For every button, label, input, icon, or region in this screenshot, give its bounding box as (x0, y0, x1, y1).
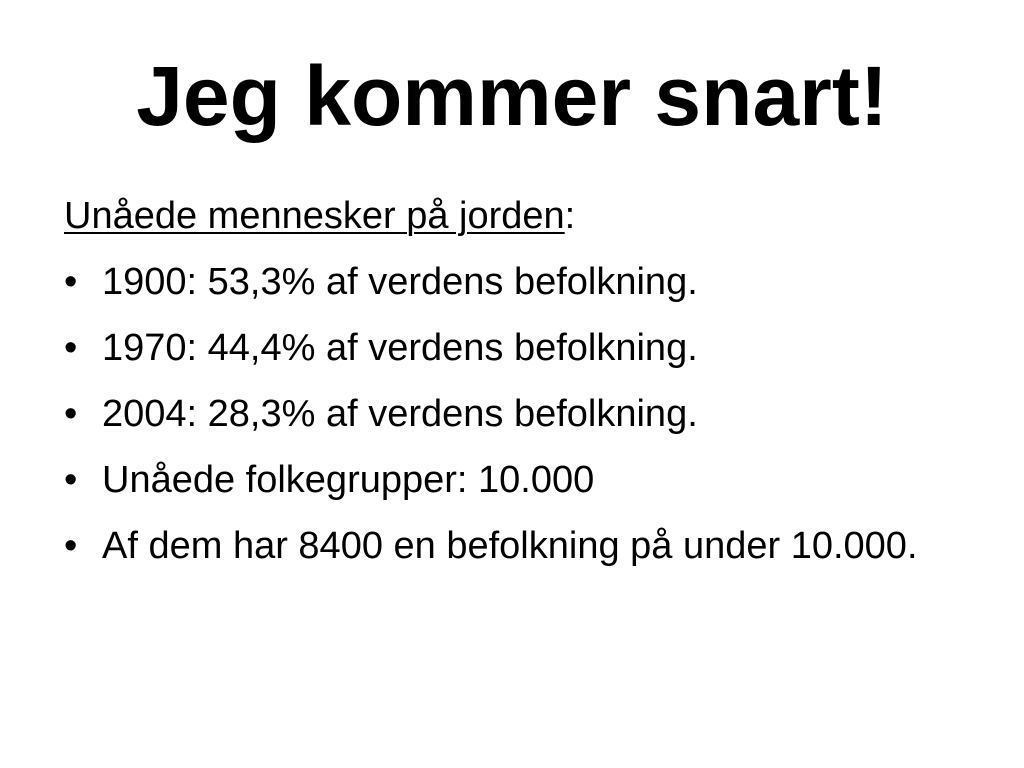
bullet-dot-icon: • (64, 261, 78, 303)
bullet-item (64, 322, 964, 374)
bullet-item (64, 256, 964, 308)
bullet-text: Unåede folkegrupper: 10.000 (102, 459, 595, 501)
bullet-item (64, 388, 964, 440)
bullet-text: 1900: 53,3% af verdens befolkning. (102, 261, 698, 303)
bullet-dot-icon: • (64, 327, 78, 369)
subtitle-colon: : (564, 195, 576, 237)
bullet-text: 2004: 28,3% af verdens befolkning. (102, 393, 698, 435)
bullet-item (64, 454, 964, 506)
slide-subtitle (64, 190, 575, 242)
bullet-list (64, 256, 964, 586)
bullet-dot-icon: • (64, 459, 78, 501)
bullet-item (64, 520, 964, 572)
subtitle-underlined-text: Unåede mennesker på jorden (64, 195, 565, 237)
slide-title: Jeg kommer snart! (136, 49, 888, 143)
bullet-text: Af dem har 8400 en befolkning på under 10.000. (102, 525, 918, 567)
bullet-dot-icon: • (64, 393, 78, 435)
bullet-text: 1970: 44,4% af verdens befolkning. (102, 327, 698, 369)
bullet-dot-icon: • (64, 525, 78, 567)
